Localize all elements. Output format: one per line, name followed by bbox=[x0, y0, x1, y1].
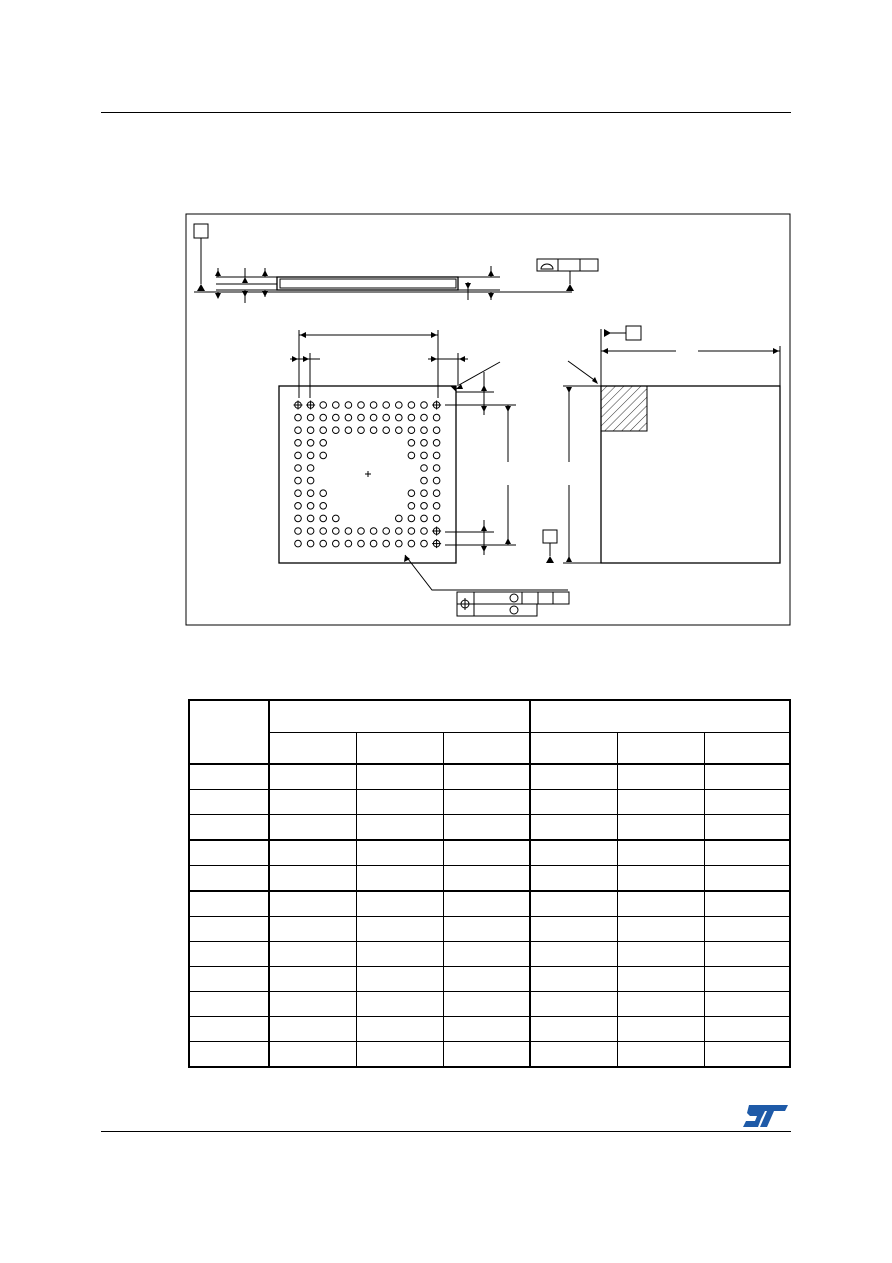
solder-ball bbox=[396, 515, 403, 522]
solder-ball bbox=[345, 540, 352, 547]
solder-ball bbox=[295, 440, 302, 447]
solder-ball bbox=[421, 477, 428, 484]
solder-ball bbox=[358, 414, 365, 421]
table-cell bbox=[704, 840, 790, 866]
solder-ball bbox=[421, 528, 428, 535]
table-row bbox=[189, 917, 790, 942]
solder-ball bbox=[320, 540, 327, 547]
table-cell bbox=[356, 967, 443, 992]
solder-ball bbox=[307, 414, 314, 421]
table-cell bbox=[704, 790, 790, 815]
table-cell bbox=[443, 790, 530, 815]
table-cell bbox=[356, 764, 443, 790]
table-cell bbox=[356, 942, 443, 967]
st-logo-icon bbox=[741, 1104, 789, 1128]
solder-ball bbox=[370, 528, 377, 535]
table-cell bbox=[530, 967, 617, 992]
solder-ball bbox=[320, 515, 327, 522]
solder-ball bbox=[383, 540, 390, 547]
solder-ball bbox=[295, 427, 302, 434]
table-cell bbox=[530, 1017, 617, 1042]
datum-box-right bbox=[626, 326, 641, 340]
table-cell bbox=[189, 866, 269, 892]
solder-ball bbox=[396, 540, 403, 547]
solder-ball bbox=[307, 540, 314, 547]
table-cell bbox=[356, 1017, 443, 1042]
subheader-cell bbox=[530, 733, 617, 765]
table-cell bbox=[269, 891, 356, 917]
table-cell bbox=[530, 764, 617, 790]
table-cell bbox=[443, 942, 530, 967]
table-cell bbox=[617, 917, 704, 942]
table-cell bbox=[189, 764, 269, 790]
table-row bbox=[189, 967, 790, 992]
table-cell bbox=[189, 815, 269, 841]
table-cell bbox=[704, 992, 790, 1017]
solder-ball bbox=[333, 515, 340, 522]
solder-ball bbox=[370, 427, 377, 434]
table-row bbox=[189, 942, 790, 967]
solder-ball bbox=[408, 503, 415, 510]
table-cell bbox=[530, 942, 617, 967]
table-cell bbox=[617, 891, 704, 917]
solder-ball bbox=[358, 427, 365, 434]
solder-ball bbox=[433, 477, 440, 484]
table-cell bbox=[617, 942, 704, 967]
table-cell bbox=[704, 764, 790, 790]
table-cell bbox=[269, 967, 356, 992]
solder-ball bbox=[421, 427, 428, 434]
solder-ball bbox=[421, 503, 428, 510]
table-cell bbox=[269, 1017, 356, 1042]
pin1-corner-mark bbox=[451, 386, 456, 391]
solder-ball bbox=[433, 440, 440, 447]
table-cell bbox=[189, 891, 269, 917]
solder-ball bbox=[307, 477, 314, 484]
table-cell bbox=[443, 866, 530, 892]
solder-ball bbox=[295, 477, 302, 484]
table-subheader-row bbox=[189, 733, 790, 765]
position-icon bbox=[459, 598, 471, 610]
subheader-cell bbox=[356, 733, 443, 765]
table-cell bbox=[704, 891, 790, 917]
table-row bbox=[189, 1017, 790, 1042]
solder-ball bbox=[421, 515, 428, 522]
solder-ball bbox=[408, 427, 415, 434]
solder-ball bbox=[307, 503, 314, 510]
solder-ball bbox=[295, 503, 302, 510]
table-cell bbox=[704, 815, 790, 841]
solder-ball bbox=[333, 402, 340, 409]
table-cell bbox=[617, 815, 704, 841]
table-cell bbox=[356, 815, 443, 841]
table-cell bbox=[189, 790, 269, 815]
solder-ball bbox=[408, 414, 415, 421]
table-row bbox=[189, 891, 790, 917]
table-cell bbox=[443, 815, 530, 841]
table-cell bbox=[269, 815, 356, 841]
table-cell bbox=[704, 917, 790, 942]
solder-ball bbox=[358, 528, 365, 535]
solder-ball bbox=[295, 465, 302, 472]
solder-ball bbox=[307, 515, 314, 522]
table-cell bbox=[617, 967, 704, 992]
table-cell bbox=[443, 967, 530, 992]
table-cell bbox=[617, 764, 704, 790]
table-cell bbox=[704, 942, 790, 967]
solder-ball bbox=[370, 414, 377, 421]
subheader-cell bbox=[617, 733, 704, 765]
table-cell bbox=[269, 790, 356, 815]
table-cell bbox=[189, 942, 269, 967]
table-row bbox=[189, 815, 790, 841]
table-cell bbox=[443, 764, 530, 790]
table-cell bbox=[189, 917, 269, 942]
solder-ball bbox=[433, 490, 440, 497]
solder-ball bbox=[333, 528, 340, 535]
solder-ball bbox=[433, 515, 440, 522]
table-cell bbox=[530, 1042, 617, 1068]
solder-ball bbox=[433, 414, 440, 421]
table-header-row bbox=[189, 700, 790, 733]
solder-ball bbox=[370, 540, 377, 547]
solder-ball bbox=[396, 427, 403, 434]
solder-ball bbox=[295, 452, 302, 459]
solder-ball bbox=[307, 490, 314, 497]
solder-ball bbox=[421, 402, 428, 409]
table-cell bbox=[189, 1042, 269, 1068]
table-cell bbox=[269, 840, 356, 866]
solder-ball bbox=[421, 440, 428, 447]
table-cell bbox=[530, 840, 617, 866]
solder-ball bbox=[358, 402, 365, 409]
table-cell bbox=[269, 992, 356, 1017]
solder-ball bbox=[320, 490, 327, 497]
solder-ball bbox=[307, 427, 314, 434]
solder-ball bbox=[320, 402, 327, 409]
solder-ball bbox=[421, 490, 428, 497]
solder-ball bbox=[333, 540, 340, 547]
table-cell bbox=[704, 967, 790, 992]
table-cell bbox=[617, 790, 704, 815]
solder-ball bbox=[396, 528, 403, 535]
table-cell bbox=[269, 866, 356, 892]
table-cell bbox=[617, 992, 704, 1017]
table-cell bbox=[704, 866, 790, 892]
table-cell bbox=[189, 1017, 269, 1042]
table-cell bbox=[443, 917, 530, 942]
solder-ball bbox=[408, 540, 415, 547]
table-cell bbox=[530, 866, 617, 892]
table-cell bbox=[443, 1017, 530, 1042]
footer-rule bbox=[101, 1131, 791, 1132]
solder-ball bbox=[307, 465, 314, 472]
solder-ball bbox=[345, 414, 352, 421]
table-row bbox=[189, 992, 790, 1017]
table-row bbox=[189, 790, 790, 815]
position-frame bbox=[457, 592, 569, 616]
circle-icon bbox=[510, 594, 518, 602]
solder-ball bbox=[408, 402, 415, 409]
solder-ball bbox=[408, 528, 415, 535]
table-row bbox=[189, 866, 790, 892]
table-row bbox=[189, 764, 790, 790]
table-cell bbox=[530, 917, 617, 942]
flatness-frame bbox=[537, 259, 598, 271]
solder-ball bbox=[383, 414, 390, 421]
table-cell bbox=[704, 1017, 790, 1042]
solder-ball bbox=[421, 414, 428, 421]
solder-ball bbox=[433, 465, 440, 472]
dimensions-table bbox=[188, 699, 791, 1068]
table-row bbox=[189, 840, 790, 866]
solder-ball bbox=[320, 528, 327, 535]
solder-ball bbox=[421, 465, 428, 472]
table-cell bbox=[269, 942, 356, 967]
solder-ball bbox=[345, 427, 352, 434]
solder-ball bbox=[421, 540, 428, 547]
solder-ball bbox=[408, 490, 415, 497]
table-cell bbox=[189, 840, 269, 866]
header-cell bbox=[189, 700, 269, 764]
table-cell bbox=[356, 790, 443, 815]
table-cell bbox=[530, 790, 617, 815]
side-view bbox=[194, 266, 572, 303]
solder-ball bbox=[295, 414, 302, 421]
table-cell bbox=[704, 1042, 790, 1068]
solder-ball bbox=[421, 452, 428, 459]
solder-ball bbox=[295, 528, 302, 535]
table-cell bbox=[617, 840, 704, 866]
solder-ball bbox=[383, 427, 390, 434]
flatness-icon bbox=[541, 264, 553, 269]
table-cell bbox=[356, 891, 443, 917]
datum-box-top bbox=[194, 224, 208, 238]
subheader-cell bbox=[704, 733, 790, 765]
solder-ball bbox=[408, 515, 415, 522]
table-cell bbox=[269, 764, 356, 790]
table-cell bbox=[189, 967, 269, 992]
solder-ball bbox=[320, 414, 327, 421]
table-cell bbox=[443, 992, 530, 1017]
solder-ball bbox=[307, 440, 314, 447]
solder-ball bbox=[408, 440, 415, 447]
solder-ball bbox=[295, 490, 302, 497]
header-group-cell bbox=[269, 700, 530, 733]
table-cell bbox=[530, 992, 617, 1017]
table-cell bbox=[617, 866, 704, 892]
solder-ball bbox=[345, 402, 352, 409]
table-cell bbox=[356, 1042, 443, 1068]
table-cell bbox=[269, 1042, 356, 1068]
solder-ball bbox=[345, 528, 352, 535]
table-cell bbox=[356, 917, 443, 942]
solder-ball bbox=[433, 452, 440, 459]
table-cell bbox=[530, 815, 617, 841]
solder-ball bbox=[333, 414, 340, 421]
solder-ball bbox=[370, 402, 377, 409]
solder-ball bbox=[333, 427, 340, 434]
table-cell bbox=[617, 1042, 704, 1068]
solder-ball bbox=[396, 414, 403, 421]
table-cell bbox=[356, 866, 443, 892]
table-cell bbox=[189, 992, 269, 1017]
solder-ball bbox=[295, 540, 302, 547]
subheader-cell bbox=[443, 733, 530, 765]
solder-ball bbox=[320, 427, 327, 434]
solder-ball bbox=[320, 503, 327, 510]
solder-ball bbox=[307, 452, 314, 459]
solder-ball bbox=[396, 402, 403, 409]
solder-ball bbox=[320, 452, 327, 459]
table-cell bbox=[443, 1042, 530, 1068]
table-row bbox=[189, 1042, 790, 1068]
solder-ball bbox=[408, 452, 415, 459]
table-cell bbox=[356, 840, 443, 866]
table-cell bbox=[443, 840, 530, 866]
pin1-hatched-area bbox=[601, 386, 647, 431]
datum-box-bottom bbox=[543, 530, 557, 543]
circle-icon bbox=[510, 606, 518, 614]
solder-ball bbox=[320, 440, 327, 447]
solder-ball bbox=[295, 515, 302, 522]
subheader-cell bbox=[269, 733, 356, 765]
table-cell bbox=[269, 917, 356, 942]
header-group-cell bbox=[530, 700, 790, 733]
solder-ball bbox=[383, 528, 390, 535]
solder-ball bbox=[307, 528, 314, 535]
solder-ball bbox=[358, 540, 365, 547]
table-cell bbox=[356, 992, 443, 1017]
table-cell bbox=[443, 891, 530, 917]
table-cell bbox=[530, 891, 617, 917]
solder-ball bbox=[433, 427, 440, 434]
table-cell bbox=[617, 1017, 704, 1042]
solder-ball bbox=[433, 503, 440, 510]
solder-ball bbox=[383, 402, 390, 409]
top-view bbox=[543, 326, 780, 563]
